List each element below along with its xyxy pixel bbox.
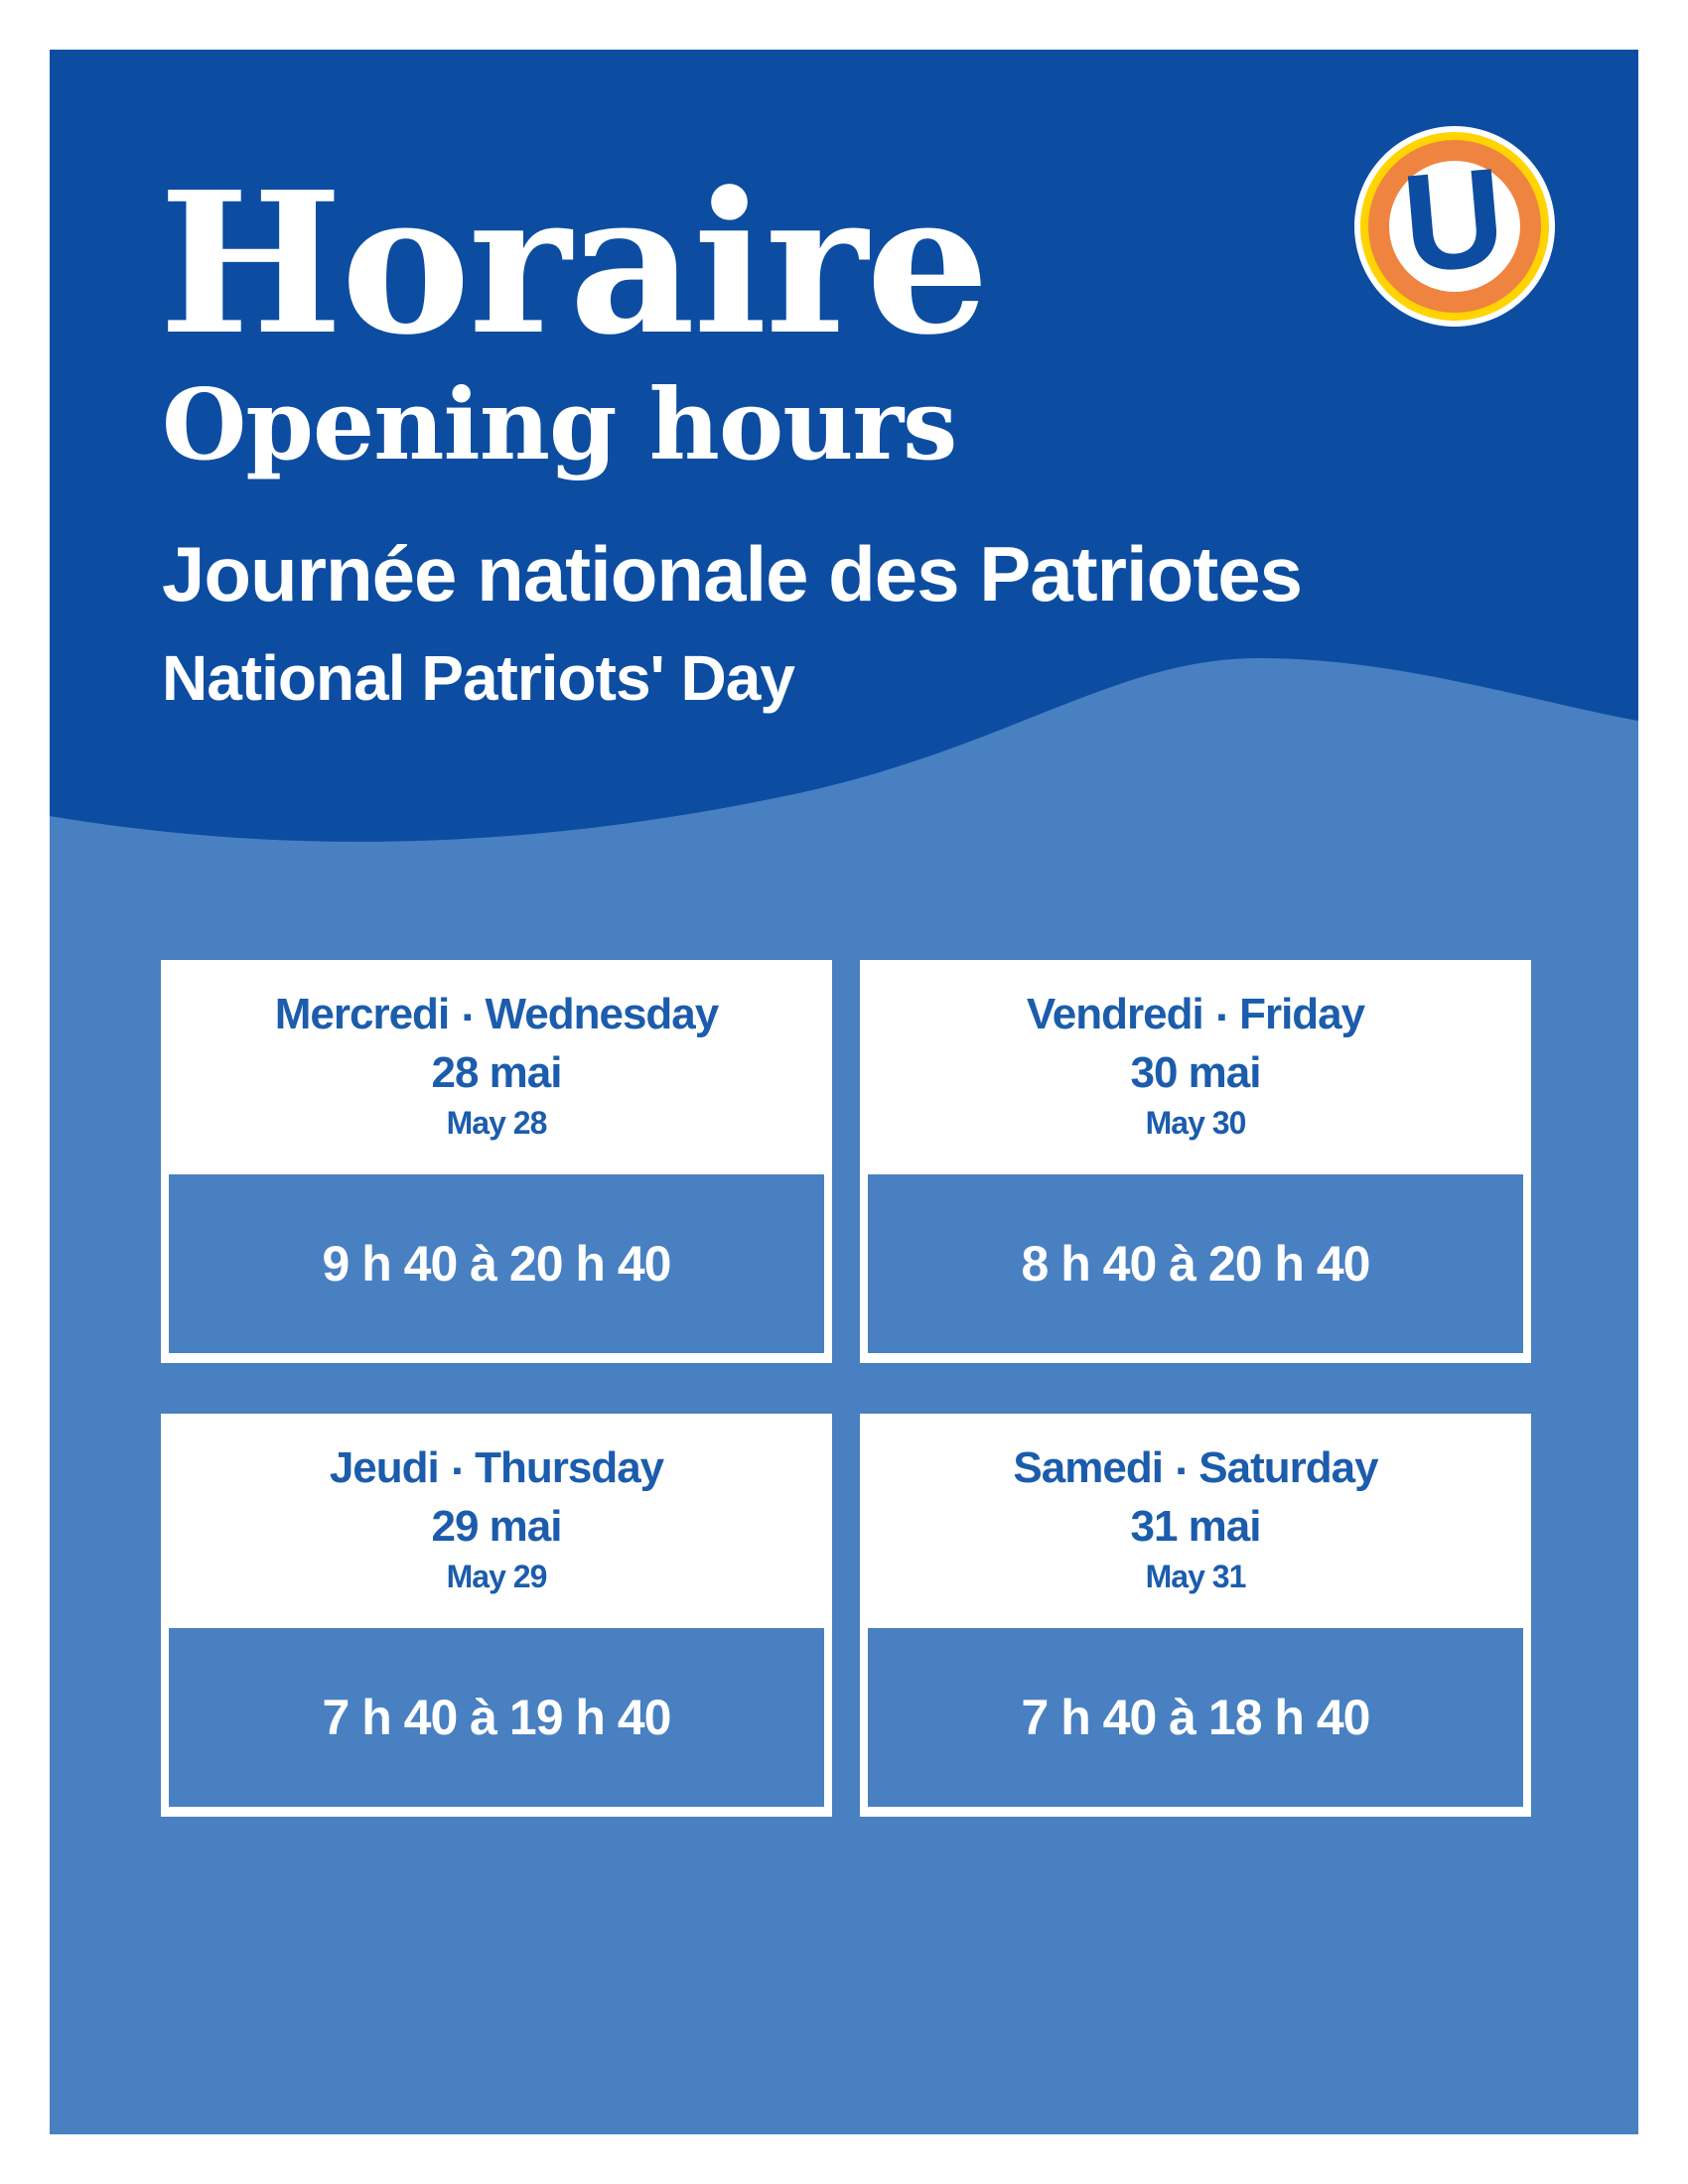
bullet-separator: ▪ bbox=[463, 1001, 472, 1031]
day-name-en: Wednesday bbox=[485, 990, 719, 1039]
day-name-fr: Vendredi bbox=[1026, 990, 1203, 1039]
card-date-en: May 28 bbox=[446, 1104, 547, 1141]
card-hours-band bbox=[169, 1628, 824, 1807]
bullet-separator: ▪ bbox=[1216, 1001, 1226, 1031]
poster-title-en: Opening hours bbox=[162, 368, 957, 482]
schedule-grid bbox=[161, 960, 1531, 1817]
day-name-fr: Jeudi bbox=[329, 1443, 439, 1493]
day-name-fr: Mercredi bbox=[274, 990, 450, 1039]
card-hours: 9 h 40 à 20 h 40 bbox=[322, 1236, 671, 1292]
card-day-line bbox=[275, 986, 719, 1045]
bullet-separator: ▪ bbox=[1176, 1454, 1186, 1485]
card-day-line bbox=[1027, 986, 1364, 1045]
schedule-card-saturday bbox=[860, 1414, 1531, 1817]
bullet-separator: ▪ bbox=[452, 1454, 462, 1485]
logo-white-disc bbox=[1389, 137, 1520, 303]
logo-orange-ring bbox=[1368, 137, 1541, 313]
card-hours-band bbox=[868, 1174, 1523, 1353]
poster-panel bbox=[50, 50, 1638, 2134]
logo-letter: U bbox=[1397, 137, 1511, 303]
card-hours: 7 h 40 à 19 h 40 bbox=[322, 1690, 671, 1745]
schedule-card-friday bbox=[860, 960, 1531, 1363]
card-hours-band bbox=[169, 1174, 824, 1353]
card-date-en: May 31 bbox=[1145, 1558, 1246, 1594]
day-name-fr: Samedi bbox=[1013, 1443, 1163, 1493]
event-title-en: National Patriots' Day bbox=[162, 642, 794, 714]
card-date-fr: 28 mai bbox=[431, 1047, 562, 1097]
day-name-en: Saturday bbox=[1198, 1443, 1378, 1493]
card-hours: 8 h 40 à 20 h 40 bbox=[1021, 1236, 1370, 1292]
day-name-en: Friday bbox=[1239, 990, 1365, 1039]
schedule-card-wednesday bbox=[161, 960, 832, 1363]
card-day-line bbox=[330, 1439, 663, 1499]
card-date-fr: 31 mai bbox=[1130, 1501, 1261, 1551]
card-day-line bbox=[1013, 1439, 1377, 1499]
event-title-fr: Journée nationale des Patriotes bbox=[162, 530, 1303, 617]
day-name-en: Thursday bbox=[475, 1443, 664, 1493]
poster-title-fr: Horaire bbox=[159, 150, 988, 378]
card-hours-band bbox=[868, 1628, 1523, 1807]
card-date-en: May 29 bbox=[446, 1558, 547, 1594]
logo-yellow-ring bbox=[1360, 132, 1549, 321]
brand-logo-icon bbox=[1354, 126, 1555, 327]
card-header bbox=[868, 1414, 1523, 1628]
schedule-card-thursday bbox=[161, 1414, 832, 1817]
card-date-en: May 30 bbox=[1145, 1104, 1246, 1141]
card-header bbox=[868, 960, 1523, 1174]
card-date-fr: 30 mai bbox=[1130, 1047, 1261, 1097]
card-header bbox=[169, 1414, 824, 1628]
card-hours: 7 h 40 à 18 h 40 bbox=[1021, 1690, 1370, 1745]
card-date-fr: 29 mai bbox=[431, 1501, 562, 1551]
card-header bbox=[169, 960, 824, 1174]
